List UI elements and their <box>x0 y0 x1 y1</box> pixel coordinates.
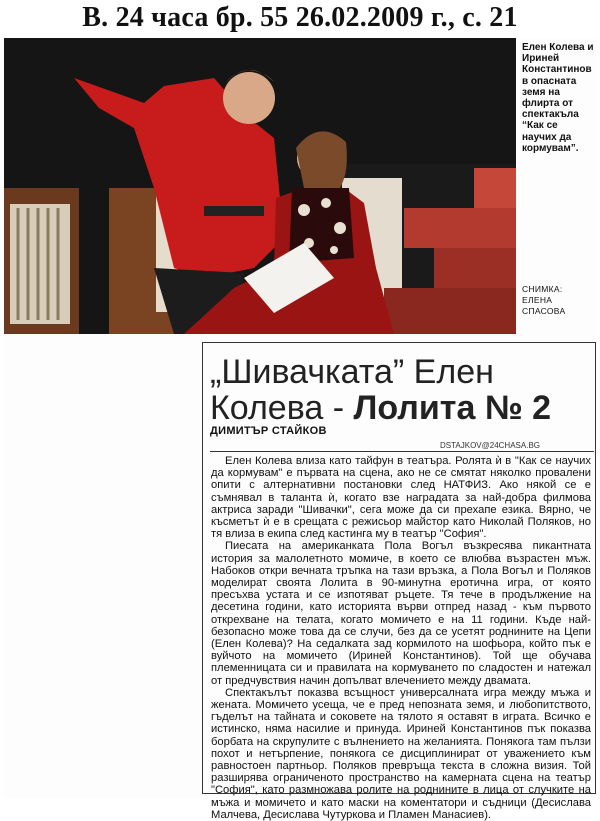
photo-caption: Елен Колева и Ириней Константинов в опасната земя на флирта от спектакъла “Как се научих да кормувам”. <box>522 42 594 154</box>
divider <box>210 451 594 452</box>
stage-photo <box>4 38 516 334</box>
photo-credit: СНИМКА: ЕЛЕНА СПАСОВА <box>522 284 566 316</box>
paragraph-2: Пиесата на американката Пола Вогъл възкресява пикантната история за малолетното момиче, в което се влюбва възрастен мъж. Набоков откри вечната тръпка на тази връзка, а Пола Вогъл и Поляков моделират своята Лолита в 90-минутна еротична игра, от която пресъхва устата и се изпотяват ръцете. Тя тече в продължение на десетина години, като историята върви отпред назад - към първото открехване на телата, когато момичето е на 11 години. Къде най-безопасно може това да се случи, без да се усетят роднините на Цепи (Елен Колева)? На седалката зад кормилото на шофьора, който пък е вуйчото на момичето (Ириней Константинов). Той ще обучава племенницата си и правилата на кормуването по сладостен и натежал от предчувствия начин допълват влечението между двамата. <box>211 540 591 687</box>
author-email: DSTAJKOV@24CHASA.BG <box>440 441 540 450</box>
article-headline <box>210 354 594 426</box>
headline-part-1: „Шивачката” Елен Колева - <box>210 353 494 427</box>
headline-part-2: Лолита № 2 <box>353 389 552 427</box>
paragraph-1: Елен Колева влиза като тайфун в театъра. Ролята ѝ в "Как се научих да кормувам" е първата на сцена, ако не се смятат няколко провалени опити с алтернативни постановки след НАТФИЗ. Ако някой се е съмнявал в таланта ѝ, когато взе наградата за най-добра филмова актриса заради "Шивачки", сега може да си прехапе езика. Вярно, че късметът ѝ е в срещата с режисьор майстор като Николай Поляков, но тя влиза в екипа след кастинга му в театър "София". <box>211 455 591 541</box>
article-body <box>211 455 591 821</box>
masthead-title: В. 24 часа бр. 55 26.02.2009 г., с. 21 <box>82 2 518 33</box>
article-author: ДИМИТЪР СТАЙКОВ <box>210 425 327 437</box>
paragraph-3: Спектакълът показва всъщност универсалната игра между мъжа и жената. Момичето усеща, че е пред непозната земя, и любопитството, гъделът на тайната и соковете на тялото я оставят в играта. Всичко е истинско, няма насилие и принуда. Ириней Константинов пък показва борбата на скрупулите с вълнението на желанията. Понякога там пълзи похот и нетърпение, понякога се дисциплинират от уважението към равностоен партньор. Поляков превръща текста в сложна визия. Той разширява ограниченото пространство на камерната сцена на театър "София", като размножава ролите на роднините в лица от случките на мъжа и момичето и като маски на коментатори и съдници (Десислава Малчева, Десислава Чутуркова и Пламен Манасиев). <box>211 686 591 821</box>
